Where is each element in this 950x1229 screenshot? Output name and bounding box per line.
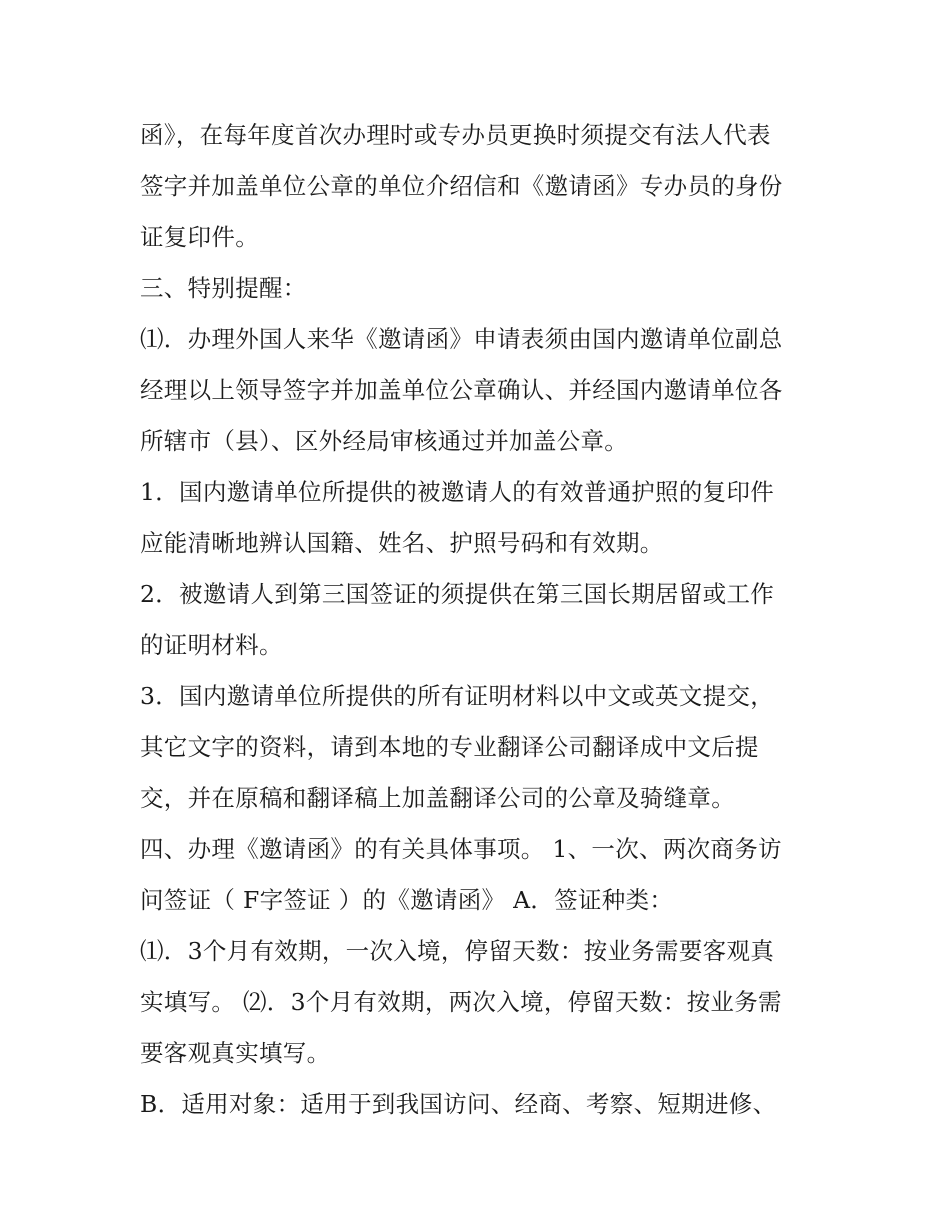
text-line: 问签证（ F字签证 ）的《邀请函》 A．签证种类： <box>140 886 674 914</box>
text-line: 2．被邀请人到第三国签证的须提供在第三国长期居留或工作 <box>140 580 775 608</box>
section-heading: 四、办理《邀请函》的有关具体事项。 1、一次、两次商务访 <box>140 835 782 863</box>
text-line: 交，并在原稿和翻译稿上加盖翻译公司的公章及骑缝章。 <box>140 784 735 812</box>
text-line: 证复印件。 <box>140 223 259 251</box>
text-line: 的证明材料。 <box>140 631 283 659</box>
text-line: 1．国内邀请单位所提供的被邀请人的有效普通护照的复印件 <box>140 478 775 506</box>
text-line: ⑴．办理外国人来华《邀请函》申请表须由国内邀请单位副总 <box>140 325 783 353</box>
document-body <box>140 110 820 1130</box>
text-line: 函》，在每年度首次办理时或专办员更换时须提交有法人代表 <box>140 121 771 149</box>
text-line: 所辖市（县）、区外经局审核通过并加盖公章。 <box>140 427 629 455</box>
text-line: 经理以上领导签字并加盖单位公章确认、并经国内邀请单位各 <box>140 376 783 404</box>
text-line: 其它文字的资料，请到本地的专业翻译公司翻译成中文后提 <box>140 733 759 761</box>
section-heading: 三、特别提醒： <box>140 274 307 302</box>
text-line: 3．国内邀请单位所提供的所有证明材料以中文或英文提交， <box>140 682 775 710</box>
text-line: ⑴．3个月有效期，一次入境，停留天数：按业务需要客观真 <box>140 937 775 965</box>
text-line: 应能清晰地辨认国籍、姓名、护照号码和有效期。 <box>140 529 664 557</box>
text-line: 签字并加盖单位公章的单位介绍信和《邀请函》专办员的身份 <box>140 172 783 200</box>
text-line: 实填写。 ⑵．3个月有效期，两次入境，停留天数：按业务需 <box>140 988 782 1016</box>
text-line: B．适用对象：适用于到我国访问、经商、考察、短期进修、 <box>140 1090 777 1118</box>
text-line: 要客观真实填写。 <box>140 1039 331 1067</box>
